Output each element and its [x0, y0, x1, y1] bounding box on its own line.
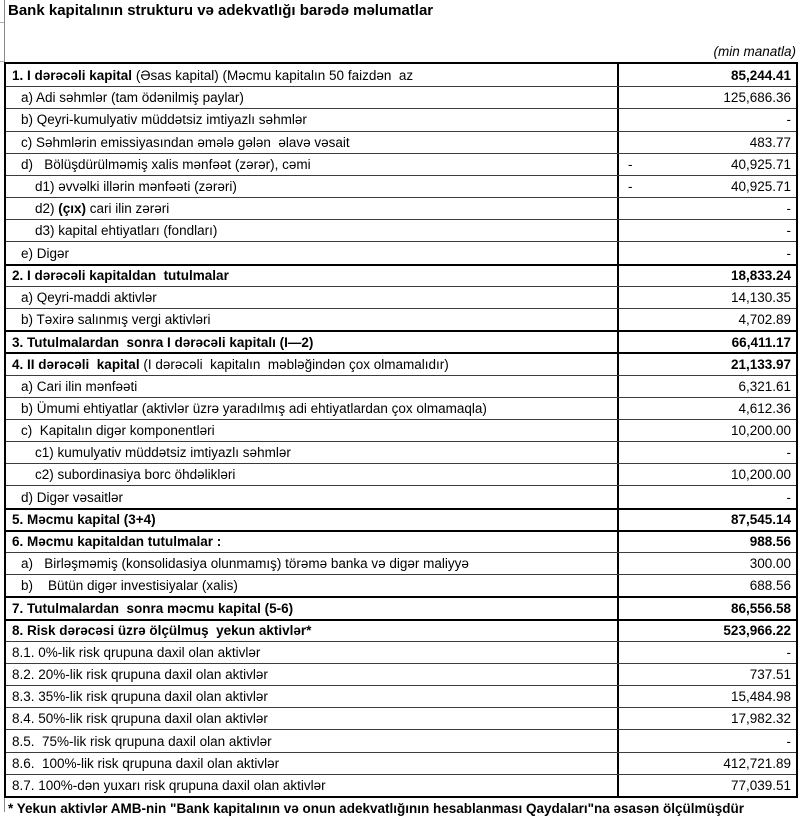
row-value: [617, 532, 796, 552]
row-label-segment: d) Bölüşdürülməmiş xalis mənfəət (zərər), cəmi: [21, 156, 311, 172]
row-value: [617, 266, 796, 286]
table-row: [6, 131, 796, 153]
value-text: 688.56: [749, 578, 791, 594]
row-label: [6, 220, 617, 241]
row-label-segment: d2): [35, 201, 59, 217]
row-label-segment: b) Qeyri-kumulyativ müddətsiz imtiyazlı səhmlər: [21, 112, 307, 128]
value-text: 483.77: [749, 134, 791, 150]
row-label-segment: c) Səhmlərin emissiyasından əmələ gələn əlavə vəsait: [21, 134, 350, 150]
row-label-segment: 8.6. 100%-lik risk qrupuna daxil olan aktivlər: [12, 755, 280, 771]
value-text: -: [786, 245, 791, 261]
row-label-segment: a) Cari ilin mənfəəti: [21, 378, 138, 394]
row-label: [6, 708, 617, 729]
value-text: -: [786, 223, 791, 239]
row-label-segment: d3) kapital ehtiyatları (fondları): [35, 223, 218, 239]
table-row: [6, 463, 796, 485]
row-label: [6, 730, 617, 751]
row-label: [6, 532, 617, 552]
value-text: -: [786, 445, 791, 461]
value-text: 66,411.17: [731, 334, 791, 350]
row-label: [6, 420, 617, 441]
row-value: [617, 376, 796, 397]
row-value: [617, 510, 796, 530]
value-text: -: [786, 201, 791, 217]
row-label: [6, 642, 617, 663]
row-value: [617, 398, 796, 419]
table-row: [6, 241, 796, 263]
row-label-segment: (çıx): [58, 201, 87, 217]
row-label-segment: 5. Məcmu kapital (3+4): [12, 512, 156, 528]
value-text: 4,612.36: [738, 400, 791, 416]
table-row: [6, 86, 796, 108]
row-label-segment: c) Kapitalın digər komponentləri: [21, 422, 215, 438]
row-label: [6, 109, 617, 130]
row-label: [6, 87, 617, 108]
row-label: [6, 486, 617, 507]
row-value: [617, 420, 796, 441]
row-value: [617, 442, 796, 463]
table-row: [6, 286, 796, 308]
table-row: [6, 729, 796, 751]
value-text: 300.00: [749, 556, 791, 572]
row-value: [617, 664, 796, 685]
row-label: [6, 442, 617, 463]
row-label: [6, 510, 617, 530]
value-text: 15,484.98: [730, 689, 791, 705]
row-value: [617, 621, 796, 641]
footnote: * Yekun aktivlər AMB-nin "Bank kapitalının və onun adekvatlığının hesablanması Qaydaları"na əsasən ölçülmüşdür: [8, 801, 745, 816]
row-label-segment: a) Birləşməmiş (konsolidasiya olunmamış) törəmə banka və digər maliyyə: [21, 556, 469, 572]
capital-table: [4, 62, 798, 798]
value-text: 21,133.97: [730, 356, 791, 372]
row-label: [6, 176, 617, 197]
row-label-segment: 8. Risk dərəcəsi üzrə ölçülmuş yekun aktivlər*: [12, 623, 312, 639]
value-text: 125,686.36: [723, 90, 791, 106]
table-row: [6, 153, 796, 175]
table-row: [6, 308, 796, 330]
row-label: [6, 621, 617, 641]
row-value: [617, 598, 796, 618]
row-label-segment: d) Digər vəsaitlər: [21, 489, 124, 505]
row-value: [617, 753, 796, 774]
row-label: [6, 775, 617, 796]
value-text: 10,200.00: [730, 467, 791, 483]
value-text: 86,556.58: [730, 600, 791, 616]
value-text: 4,702.89: [738, 312, 791, 328]
row-value: [617, 708, 796, 729]
row-label-segment: 8.3. 35%-lik risk qrupuna daxil olan aktivlər: [12, 689, 268, 705]
value-text: 523,966.22: [723, 623, 791, 639]
value-text: 6,321.61: [738, 378, 791, 394]
table-row: [6, 375, 796, 397]
row-label-segment: 3. Tutulmalardan sonra I dərəcəli kapitalı (I—2): [12, 334, 314, 350]
value-text: 85,244.41: [730, 67, 791, 83]
row-label-segment: b) Təxirə salınmış vergi aktivləri: [21, 312, 211, 328]
row-label: [6, 398, 617, 419]
table-row: [6, 419, 796, 441]
row-label: [6, 287, 617, 308]
row-value: [617, 64, 796, 86]
value-text: -: [786, 733, 791, 749]
row-label: [6, 332, 617, 352]
row-label-segment: d1) əvvəlki illərin mənfəəti (zərəri): [35, 178, 237, 194]
row-value: [617, 486, 796, 507]
value-text: 87,545.14: [730, 512, 791, 528]
row-label: [6, 664, 617, 685]
unit-note: (min manatla): [713, 44, 796, 59]
table-row: [6, 619, 796, 641]
page-title: Bank kapitalının strukturu və adekvatlığı barədə məlumatlar: [8, 2, 434, 19]
row-label-segment: cari ilin zərəri: [86, 201, 170, 217]
value-text: 40,925.71: [730, 178, 791, 194]
row-label: [6, 154, 617, 175]
table-row: [6, 574, 796, 596]
row-value: [617, 242, 796, 263]
row-label: [6, 64, 617, 86]
table-row: [6, 264, 796, 286]
row-value: [617, 176, 796, 197]
value-text: 17,982.32: [730, 711, 791, 727]
value-text: 988.56: [749, 534, 791, 550]
row-label: [6, 309, 617, 330]
row-label: [6, 686, 617, 707]
row-label-segment: 8.7. 100%-dən yuxarı risk qrupuna daxil olan aktivlər: [12, 777, 326, 793]
row-label-segment: c1) kumulyativ müddətsiz imtiyazlı səhmlər: [35, 445, 291, 461]
table-row: [6, 552, 796, 574]
value-text: 18,833.24: [730, 268, 791, 284]
table-row: [6, 108, 796, 130]
value-text: 412,721.89: [723, 755, 791, 771]
row-label: [6, 598, 617, 618]
row-value: [617, 198, 796, 219]
row-label: [6, 198, 617, 219]
row-label: [6, 464, 617, 485]
row-label-segment: a) Adi səhmlər (tam ödənilmiş paylar): [21, 90, 244, 106]
row-label-segment: 8.2. 20%-lik risk qrupuna daxil olan aktivlər: [12, 666, 268, 682]
row-label-segment: 1. I dərəcəli kapital: [12, 67, 133, 83]
value-text: 737.51: [749, 666, 791, 682]
row-label-segment: 7. Tutulmalardan sonra məcmu kapital (5-6): [12, 600, 294, 616]
table-row: [6, 397, 796, 419]
table-row: [6, 64, 796, 86]
table-row: [6, 219, 796, 241]
minus-sign: -: [628, 178, 633, 194]
table-row: [6, 175, 796, 197]
row-value: [617, 332, 796, 352]
row-value: [617, 132, 796, 153]
value-text: 40,925.71: [730, 156, 791, 172]
table-row: [6, 774, 796, 796]
value-text: 14,130.35: [730, 289, 791, 305]
minus-sign: -: [628, 156, 633, 172]
row-label-segment: 8.4. 50%-lik risk qrupuna daxil olan aktivlər: [12, 711, 268, 727]
row-label-segment: 8.1. 0%-lik risk qrupuna daxil olan aktivlər: [12, 644, 261, 660]
table-row: [6, 663, 796, 685]
row-label-segment: 2. I dərəcəli kapitaldan tutulmalar: [12, 268, 229, 284]
table-row: [6, 508, 796, 530]
table-row: [6, 685, 796, 707]
row-label: [6, 132, 617, 153]
value-text: -: [786, 112, 791, 128]
row-label: [6, 354, 617, 374]
row-value: [617, 154, 796, 175]
row-label-segment: (I dərəcəli kapitalın məbləğindən çox olmamalıdır): [139, 356, 449, 372]
row-label-segment: 4. II dərəcəli kapital: [12, 356, 140, 372]
table-row: [6, 707, 796, 729]
row-label: [6, 753, 617, 774]
row-label-segment: b) Bütün digər investisiyalar (xalis): [21, 578, 238, 594]
table-row: [6, 485, 796, 507]
row-label: [6, 242, 617, 263]
row-label: [6, 266, 617, 286]
table-row: [6, 752, 796, 774]
value-text: -: [786, 489, 791, 505]
row-label: [6, 553, 617, 574]
value-text: 77,039.51: [730, 777, 791, 793]
row-label-segment: (Əsas kapital) (Məcmu kapitalın 50 faizdən az: [132, 67, 414, 83]
row-value: [617, 464, 796, 485]
value-text: -: [786, 644, 791, 660]
row-label: [6, 376, 617, 397]
table-row: [6, 352, 796, 374]
row-label-segment: a) Qeyri-maddi aktivlər: [21, 289, 157, 305]
table-row: [6, 441, 796, 463]
row-value: [617, 287, 796, 308]
row-value: [617, 642, 796, 663]
value-text: 10,200.00: [730, 422, 791, 438]
table-row: [6, 330, 796, 352]
row-label-segment: 6. Məcmu kapitaldan tutulmalar :: [12, 534, 222, 550]
table-row: [6, 596, 796, 618]
table-row: [6, 641, 796, 663]
row-label-segment: 8.5. 75%-lik risk qrupuna daxil olan aktivlər: [12, 733, 272, 749]
table-row: [6, 530, 796, 552]
row-value: [617, 575, 796, 596]
row-label: [6, 575, 617, 596]
row-value: [617, 220, 796, 241]
table-row: [6, 197, 796, 219]
row-value: [617, 775, 796, 796]
row-value: [617, 354, 796, 374]
row-label-segment: b) Ümumi ehtiyatlar (aktivlər üzrə yaradılmış adi ehtiyatlardan çox olmamaqla): [21, 400, 487, 416]
row-value: [617, 309, 796, 330]
row-value: [617, 730, 796, 751]
row-label-segment: c2) subordinasiya borc öhdəlikləri: [35, 467, 236, 483]
row-value: [617, 87, 796, 108]
row-value: [617, 686, 796, 707]
row-label-segment: e) Digər: [21, 245, 70, 261]
row-value: [617, 109, 796, 130]
sheet-gridline-tick: [0, 22, 4, 23]
row-value: [617, 553, 796, 574]
